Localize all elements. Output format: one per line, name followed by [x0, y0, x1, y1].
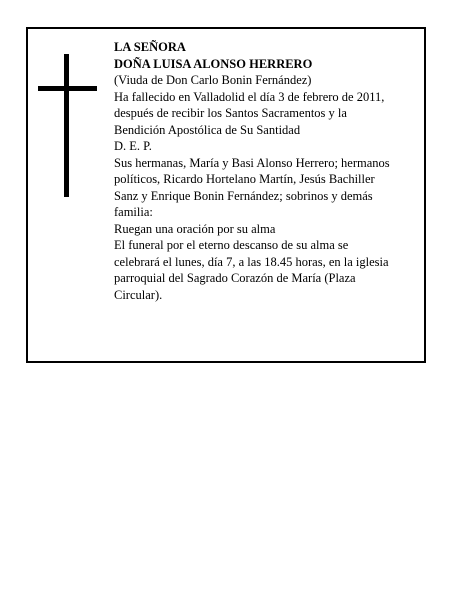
funeral-line-1: El funeral por el eterno descanso de su alma se — [114, 238, 349, 252]
death-line-2: después de recibir los Santos Sacramentos y la — [114, 106, 347, 120]
prayer-line: Ruegan una oración por su alma — [114, 221, 276, 236]
cross-vertical-bar — [64, 54, 69, 197]
widow-of-line: (Viuda de Don Carlo Bonin Fernández) — [114, 73, 312, 87]
funeral-line-3: parroquial del Sagrado Corazón de María (Plaza — [114, 271, 356, 285]
family-line-1: Sus hermanas, María y Basi Alonso Herrero; hermanos — [114, 155, 390, 170]
family-line-3: Sanz y Enrique Bonin Fernández; sobrinos y demás — [114, 188, 373, 203]
obituary-text — [114, 39, 424, 303]
cross-icon — [38, 54, 97, 197]
death-line-1: Ha fallecido en Valladolid el día 3 de febrero de 2011, — [114, 89, 385, 104]
death-line-3: Bendición Apostólica de Su Santidad — [114, 122, 301, 137]
notice-title: LA SEÑORA — [114, 40, 186, 54]
cross-horizontal-bar — [38, 86, 97, 91]
rip-line: D. E. P. — [114, 139, 152, 153]
family-line-2: políticos, Ricardo Hortelano Martín, Jesús Bachiller — [114, 172, 375, 186]
family-line-4: familia: — [114, 205, 153, 219]
funeral-line-4: Circular). — [114, 287, 163, 302]
deceased-name: DOÑA LUISA ALONSO HERRERO — [114, 56, 313, 71]
funeral-line-2: celebrará el lunes, día 7, a las 18.45 horas, en la iglesia — [114, 254, 389, 269]
